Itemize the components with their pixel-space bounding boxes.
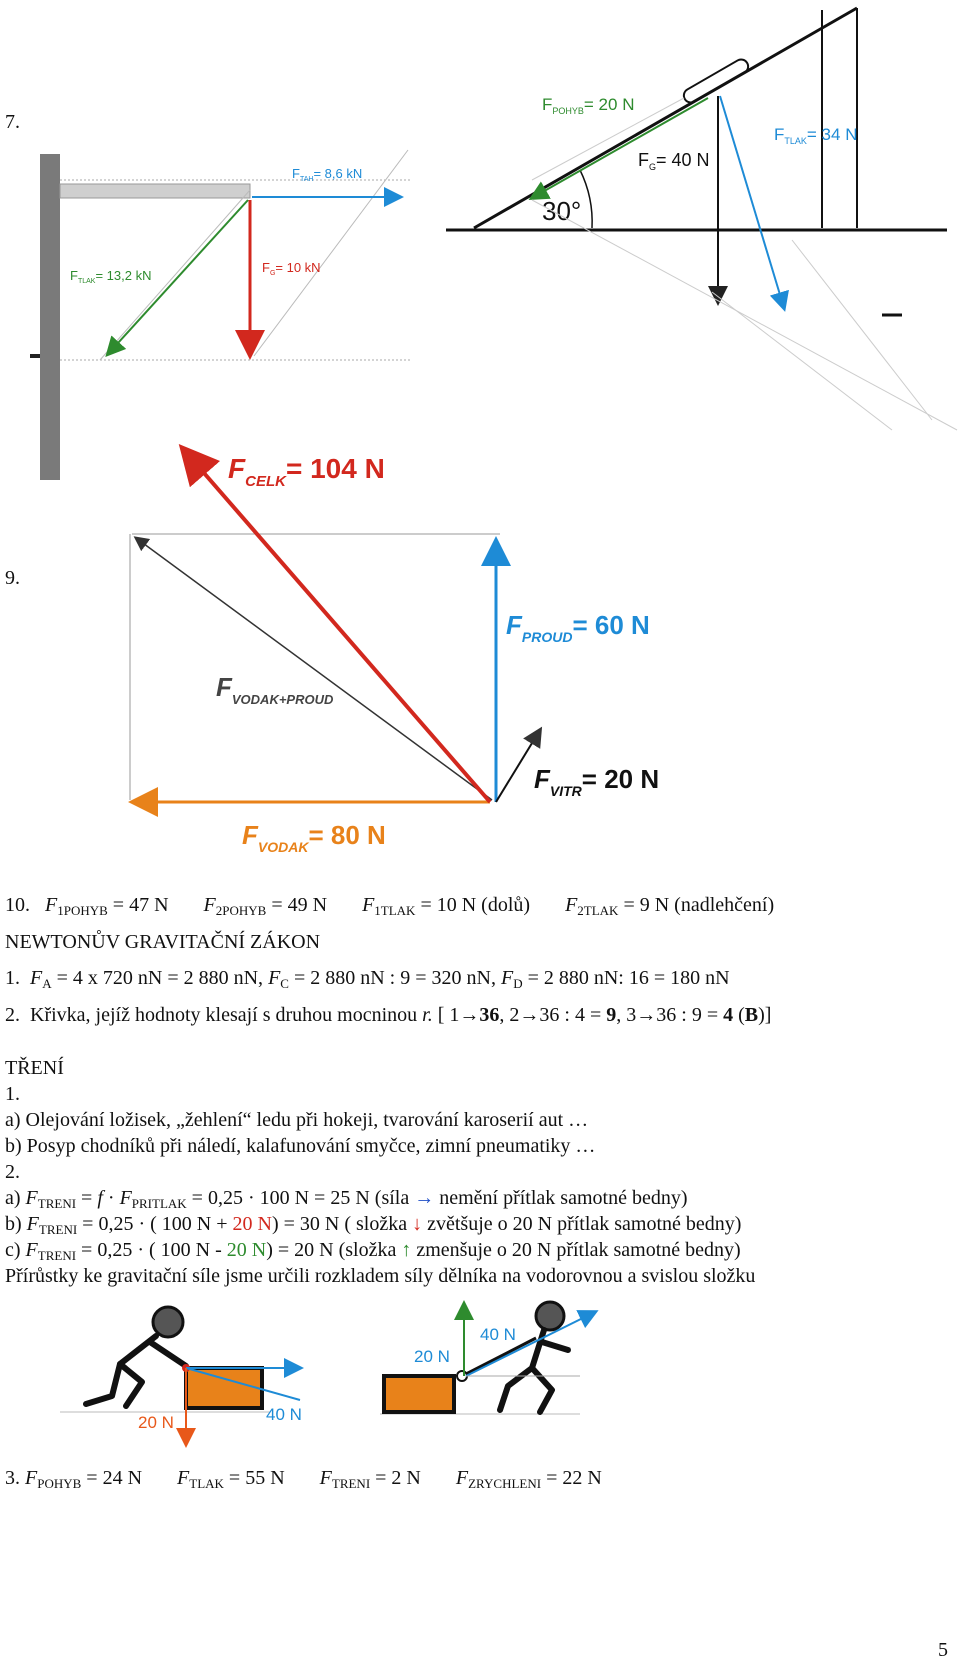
construction-line-3 <box>712 292 892 430</box>
treni-number-1: 1. <box>5 1083 20 1105</box>
rope-knot <box>457 1371 467 1381</box>
worker-arm <box>542 1342 568 1350</box>
block-on-incline <box>681 57 750 105</box>
treni-heading: TŘENÍ <box>5 1057 64 1079</box>
vertical-force-label: 20 N <box>414 1347 450 1366</box>
f-vodak-proud-arrow <box>136 538 492 800</box>
wall <box>40 154 60 480</box>
page-number: 5 <box>938 1639 948 1661</box>
figure-9-forces <box>120 440 680 870</box>
angle-label: 30° <box>542 196 582 226</box>
label-f-tlak: $F_{TLAK}= 34$ N <box>774 125 858 146</box>
newton-line-2: 2. Křivka, jejíž hodnoty klesají s druhou mocninou r. [ 1→36, 2→36 : 4 = 9, 3→36 : 9 = 4 (B)] <box>5 1004 772 1026</box>
crate <box>384 1376 454 1412</box>
line-10: 10. $F_{1POHYB} = 47$ N $F_{2POHYB} = 49$ N $F_{1TLAK} = 10$ N (dolů) $F_{2TLAK} = 9$ N (nadlehčení) <box>5 894 775 918</box>
treni-1a: a) Olejování ložisek, „žehlení“ ledu při hokeji, tvarování karoserií aut … <box>5 1109 589 1131</box>
label-f-vodak: $F_{VODAK}= 80$ N <box>242 820 386 855</box>
treni-2a: a) $F_{TRENI} = f \cdot F_{PRITLAK} = 0,25 \cdot 100$ N = 25 N (síla → nemění přítlak samotné bedny) <box>5 1187 688 1211</box>
label-f-tah: $F_{TAH}= 8,6$ kN <box>292 166 363 183</box>
treni-number-2: 2. <box>5 1161 20 1183</box>
label-f-g: $F_G= 40$ N <box>638 150 710 172</box>
crate <box>186 1368 262 1408</box>
figure-worker-pulling <box>380 1290 620 1440</box>
worker-head <box>536 1302 564 1330</box>
label-f-g: $F_G= 10$ kN <box>262 260 321 277</box>
figure-worker-pushing <box>60 1300 340 1450</box>
horizontal-force-label: 40 N <box>266 1405 302 1424</box>
label-f-tlak: $F_{TLAK}= 13,2$ kN <box>70 268 152 285</box>
figure-7-incline <box>412 0 960 440</box>
vertical-force-label: 20 N <box>138 1413 174 1432</box>
incline-line <box>474 8 857 228</box>
newton-line-1: 1. $F_A = 4$ x 720 nN = 2 880 nN, $F_C = 2$ 880 nN : 9 = 320 nN, $F_D = 2$ 880 nN: 16 = 180 nN <box>5 967 730 991</box>
label-f-proud: $F_{PROUD}= 60$ N <box>506 610 650 645</box>
problem-number-7: 7. <box>5 111 20 133</box>
figure-7-bracket <box>30 140 420 480</box>
beam <box>60 184 250 198</box>
label-f-vitr: $F_{VITR}= 20$ N <box>534 764 660 799</box>
treni-2b: b) $F_{TRENI} = 0,25$ · ( 100 N + 20 N) = 30 N ( složka ↓ zvětšuje o 20 N přítlak samotné bedny) <box>5 1213 742 1237</box>
treni-1b: b) Posyp chodníků při náledí, kalafunování smyčce, zimní pneumatiky … <box>5 1135 596 1157</box>
worker-body-leg <box>86 1336 156 1404</box>
line-3: 3. $F_{POHYB} = 24$ N $F_{TLAK} = 55$ N $F_{TRENI} = 2$ N $F_{ZRYCHLENI} = 22$ N <box>5 1467 602 1491</box>
problem-number-9: 9. <box>5 567 20 589</box>
label-f-pohyb: $F_{POHYB}= 20$ N <box>542 95 635 116</box>
worker-arm <box>150 1342 186 1366</box>
worker-leg-2 <box>532 1368 552 1412</box>
construction-line-4 <box>792 240 932 420</box>
f-celk-arrow <box>184 450 490 802</box>
treni-note: Přírůstky ke gravitační síle jsme určili rozkladem síly dělníka na vodorovnou a svislou složku <box>5 1265 756 1287</box>
angle-arc <box>580 170 592 228</box>
pull-force-label: 40 N <box>480 1325 516 1344</box>
treni-2c: c) $F_{TRENI} = 0,25$ · ( 100 N - 20 N) = 20 N (složka ↑ zmenšuje o 20 N přítlak samotné bedny) <box>5 1239 741 1263</box>
label-f-celk: $F_{CELK}= 104$ N <box>228 453 385 490</box>
worker-head <box>153 1307 183 1337</box>
newton-heading: NEWTONŮV GRAVITAČNÍ ZÁKON <box>5 931 321 953</box>
label-f-vodak-proud: $F_{VODAK+PROUD}$ <box>216 672 334 707</box>
worker-leg-2 <box>120 1364 142 1406</box>
